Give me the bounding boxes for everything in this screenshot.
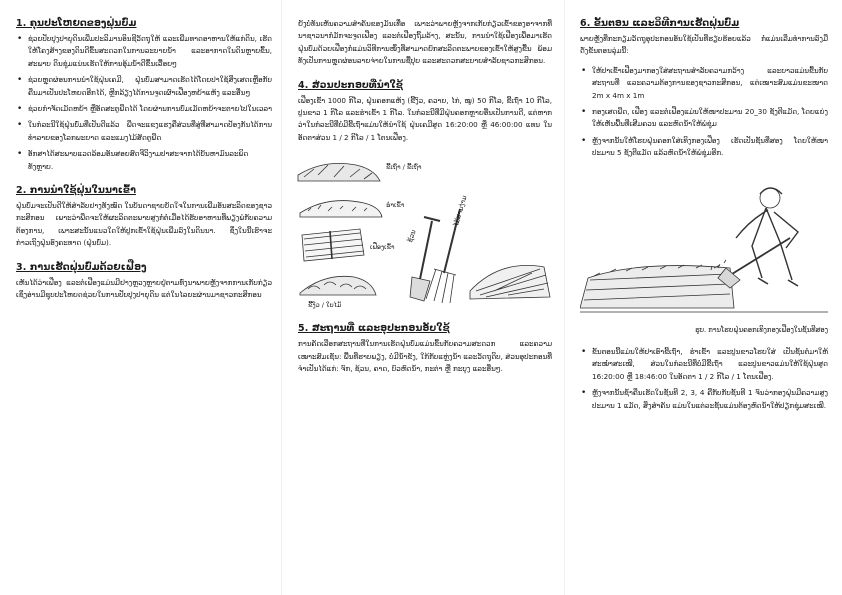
- steps-list: [580, 65, 828, 160]
- fold-line-2: [564, 0, 565, 595]
- materials-illustration: [294, 151, 554, 311]
- list-item: • ຫຼັງຈາກນັ້ນໃຫ້ໂຮຍຝຸ່ນຄອກໃສ່ເທິງກອງເຟືອງ ເຮັດເປັນຊັ້ນທີ່ສອງ ໂດຍໃຫ້ໜາປະມານ 5 ຊັງຕີແມັດ ແລ້ວຫົດນ້ຳໃຫ້ພໍຊຸ່ມອີກ.: [580, 135, 828, 160]
- list-item: • ຂັ້ນຕອນນີ້ແມ່ນໃຫ້ປາເອົາຂີ້ເຖົ່າ, ຮຳເຂົ້າ ແລະປູນຂາວໂຮຍໃສ່ ເປັນຊັ້ນຕໍ່ມາໃຫ້ສະໝໍ່າສະເໝີ, ສ່ວນໃນກໍລະນີທີ່ບໍ່ມີຂີ້ເຖົ່າ ແລະປູນຂາວແມ່ນໃຫ້ໃຊ້ຝຸ່ນສູດ 16:20:00 ຫຼື 18:46:00 ໃນອັດຕາ 1 / 2 ກິໂລ / 1 ໂຕນເຟືອງ.: [580, 346, 828, 383]
- panel-middle: [298, 18, 552, 585]
- section-3-text: ເຫັນໄດ້ວ່າເຟືອງ ແລະຕໍເຟືອງແມ່ນມີຢາງຫຼວງຫຼາຍຢູ່ຕາມທົ່ງນາພາຍຫຼັງຈາກການເກັບກ່ຽວ ເຊິ່ງອ່ານມີຊຸບປະໂຫຍດຊ່ວຍໃນການປັບປຸງປາຍຸດິນ ແຕ່ໃນໄລຍະຜ່ານມາຊາວກະສິກອນ: [16, 277, 272, 300]
- list-item: • ຫຼັງຈາກນັ້ນຊ້ຳຄືນເຮັດໃນຊັ້ນທີ 2, 3, 4 ຄືກັບກັບຊັ້ນທີ 1 ຈົນວ່າກອງຝຸ່ນມີຄວາມສູງປະມານ 1 ແມັດ, ສິ່ງສຳຄັນ ແມ່ນໃນແຕ່ລະຊັ້ນແມ່ນຕ້ອງຫົດນ້ຳໃຫ້ປຽກຊຸ່ມສະເໝີ.: [580, 387, 828, 412]
- farmer-spreading-manure-drawing: [580, 168, 828, 318]
- list-item: • ຊ່ວຍປັບປຸງປາຍຸດິນເພີ່ມປະລິມານອິນຊີວັດຖຸໃຫ້ ແລະເພີ່ມທາດອາຫານໃຫ້ແກ່ດິນ, ເຮັດໃຫ້ໂຄງສ້າງຂອງດິນດີຂຶ້ນສະດວກໃນການລະບາຍນ້ຳ ແລະອາກາດໃນດິນຫຼາຍຂຶ້ນ, ສະພາບ ດິນຊຸ່ມແນ່ນເຮັດໃຫ້ການອຸ້ມນ້ຳດີຂຶ້ນເລື້ອຍໆ: [16, 33, 272, 70]
- section-2-title: 2. ການນຳໃຊ້ຝຸ່ນໃນນາເຂົ້າ: [16, 185, 136, 197]
- label-manure: ຂີ້ງົວ / ໃບໄມ້: [308, 301, 342, 310]
- benefits-list: [16, 33, 272, 173]
- panel-left: [16, 18, 272, 585]
- label-shovel: ຊ້ວນ: [406, 229, 418, 244]
- list-item: • ຊ່ວຍກຳຈັດເມັດຫຍ້າ ຫຼືອັດສະຕູພືດໄດ້ ໂດຍຜ່ານການບົ່ມເມັດຫຍ້າຈະຕາຍໄປໃນເວລາ: [16, 103, 272, 115]
- label-ash: ຂີ້ເຖົ່າ / ຂີ້ເຖົ່າ: [386, 163, 422, 172]
- figure-caption: ຮູບ. ການໂຮຍຝຸ່ນຄອກເທິງກອງເຟືອງໃນຊັ້ນທີສອງ: [695, 325, 828, 334]
- section-5-title: 5. ສະຖານທີ່ ແລະອຸປະກອນອັບໃຊ້: [298, 323, 450, 335]
- list-item: • ໃຫ້ປາເຂົ້າເຟືອງມາກອງໃສ່ສະຖານສຳລັບຄວາມກວ້າງ ແລະຍາວແມ່ນຂື້ນກັບສະຖານທີ່ ແລະຄວາມຕ້ອງການຂອງຊາວກະສິກອນ, ແຕ່ເໝາະສົມແມ່ນຂະໜາດ 2m x 4m x 1m: [580, 65, 828, 102]
- steps-list-continued: [580, 346, 828, 412]
- section-1-title: 1. ຄຸນປະໂຫຍດຂອງຝຸ່ນບົ່ມ: [16, 18, 137, 29]
- materials-drawing: [294, 151, 554, 311]
- list-item: • ຊ່ວຍຫຼຸດຜ່ອນການນຳໃຊ້ຝຸ່ນເຄມີ, ຝຸ່ນບົ່ມສາມາດເຮັດໄດ້ໂດຍປາໃຊ້ສິ່ງເສດເຫຼືອກັບຄືນມາເປັນປະໂຫຍດອີກໄດ້, ຫຼີກລ້ຽງໄດ້ການຈູດເຜົາເຟືອງຫຍ້າແຫ້ງ ແລະອື່ນໆ: [16, 74, 272, 99]
- fold-line-1: [281, 0, 282, 595]
- section-5-text: ການຄັດເລືອກສະຖານທີ່ໃນການເຮັດຝຸ່ນບົ່ມແມ່ນຂຶ້ນກັບຄວາມສະດວກ ແລະຄວາມເໝາະສົມເຊັ່ນ: ພື້ນທີ່ຮາບພຽງ, ບໍ່ມີນ້ຳຂັງ, ໃກ້ກັບແຫຼ່ງນ້ຳ ແລະວັດຖຸດິບ, ສ່ວນອຸປະກອນທີ່ຈຳເປັນໄດ້ແກ່: ຈົກ, ຊ້ວນ, ຄາດ, ບົວຫົດນ້ຳ, ກະຕ່າ ຫຼື ກະບຸງ ແລະອື່ນໆ.: [298, 339, 552, 374]
- label-straw: ເຟືອງເຂົ້າ: [370, 243, 395, 252]
- section-2-text: ຝຸ່ນບົ່ມຈະເປັນດີໃຫ້ສຳລັບຢາງທັງໝົດ ໃນບັນດາຊາຍບັດໃຈໃນການເພີ່ມອັນສະລິດຂອງຊາວກະສິກອນ ເພາະວ່າພືດຈະໃຫ້ຜະລິດຕະພາບສູງກໍ່ຕໍ່ເມື່ອໄດ້ຮັບອາຫານທີ່ພຽງພໍກັບຄວາມຕ້ອງການ, ເພາະສະນັ້ນແນວໃດໃຫ້ປູກເຂົ້າໃຊ້ຝຸ່ນເພີ່ມລົງໃນດິນນາ. ຊຶ່ງໃນນີ້ເຮົາຈະກ່າວເຖິງຝຸ່ນອົງຄະທາດ (ຝຸ່ນບົ່ມ).: [16, 201, 272, 248]
- list-item: • ກອງເສດພືດ, ເຟືອງ ແລະຕໍເຟືອງແມ່ນໃຫ້ໜາປະມານ 20_30 ຊັງຕີແມັດ, ໂດຍແຍ່ງໃຫ້ເຫັນພື້ນທີ່ເສີມຄວນ ແລະຫົດນ້ຳໃຫ້ພໍຊຸ່ມ: [580, 106, 828, 131]
- section-4-text: ເຟືອງເຂົ້າ 1000 ກິໂລ, ຝຸ່ນຄອກແຫ້ງ (ຂີ້ງົວ, ຄວາຍ, ໄກ່, ໝູ) 50 ກິໂລ, ຂີ້ເຖົ່າ 10 ກິໂລ, ປູນຂາວ 1 ກິໂລ ແລະຮຳເຂົ້າ 1 ກິໂລ. ໃນກໍລະນີທີ່ມີຝຸ່ນຄອກຫຼາຍອື່ນເປັນການດີ, ແຕ່ຫາກວ່າໃນກໍລະນີທີ່ບໍ່ມີຂີ້ເຖົ່າແມ່ນໃຫ້ນຳໃຊ້ ຝຸ່ນເຄມີສູດ 16:20:00 ຫຼື 46:00:00 ແທນ ໃນອັດຕາສ່ວນ 1 / 2 ກິໂລ / 1 ໂຕນເຟືອງ.: [298, 95, 552, 142]
- list-item: • ໃນກໍລະນີໃຊ້ຝຸ່ນບົ່ມທີ່ເປັນດີແລ້ວ ພືດຈະແຂງແຮງຄືສ່ວນທີ່ສູ່ທີ່ສາມາດປ້ອງກັນໄດ້ການທຳລາຍຂອງໂລກພະຍາດ ແລະແມງໄມ້ສັດຕູພືດ: [16, 119, 272, 144]
- section-4-title: 4. ສ່ວນປະກອບທີ່ນຳໃຊ້: [298, 79, 404, 91]
- compost-layering-illustration: [580, 168, 828, 318]
- section-6-title: 6. ຂັ້ນຕອນ ແລະວິທີການເຮັດຝຸ່ນບົ່ມ: [580, 18, 740, 29]
- label-rice-bran: ຮຳເຂົ້າ: [386, 201, 405, 210]
- section-6-intro: ພາຍຫຼັງທີ່ກະກຽມວັດຖຸອຸປະກອນອັນໃຊ້ເປັນທີ່ຮຽບຮ້ອຍແລ້ວ ກໍ່ແມ່ນເລີ່ມທຳການລົງມືດັ່ງຂັ້ນຕອນລຸ່ມນີ້:: [580, 34, 828, 56]
- label-fork: ໄມ້ສາມງ່າມ: [452, 194, 469, 228]
- panel-right: [580, 18, 828, 585]
- list-item: • ອັກສາໄດ້ສະພາບແວດລ້ອມອັນສອຍສົດຈີວິງາມປາສະຈາກໄດ້ບັນຫາມົນລະພິດທັງຫຼາຍ.: [16, 148, 272, 173]
- section-3-continued-text: ຍັງບໍ່ທັນເຫັນຄວາມສຳຄັນຂອງມັນເທື່ອ ເພາະວ່າພາຍຫຼັງຈາກເກັບກ່ຽວເຂົ້າຂອງອາຈາກທີ່ນາຊາວນາກໍ່ມັກຈະຈູດເຟືອງ ແລະຕໍເຟືອງຖິ້ມລ້າງ, ສະນັ້ນ, ການນຳໃຊ້ເຟືອງເພື່ອມາເຮັດຝຸ່ນບົ່ມດ້ວຍເຟືອງກໍ່ແມ່ນວິທີການໜຶ່ງທີ່ສາມາດຍົກສະລິດຕະພາບຂອງເຂົ້າໃຫ້ສູງຂື້ນ ພ້ອມທັງເປັນການຫຼຸດຜ່ອນລາຍຈ່າຍໃນການຊື້ປຸຍ ແລະສະດວກສະບາຍສຳລັບຊາວກະສິກອນ.: [298, 19, 552, 66]
- section-3-title: 3. ການເຮັດຝຸ່ນບົ່ມດ້ວຍເຟືອງ: [16, 261, 147, 273]
